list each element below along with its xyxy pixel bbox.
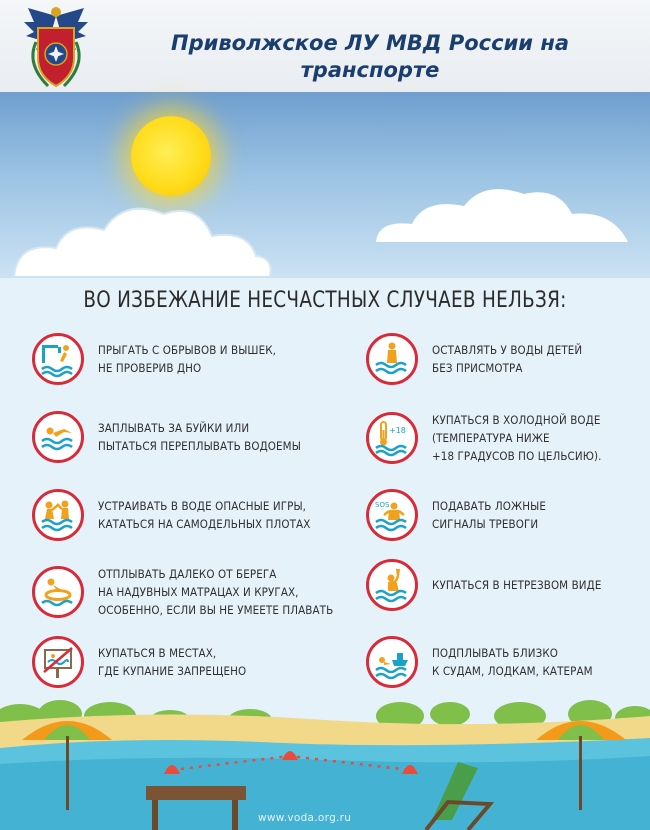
thermometer-badge-text: +18 <box>389 426 406 435</box>
rule-item <box>366 489 546 541</box>
rule-text: КУПАТЬСЯ В НЕТРЕЗВОМ ВИДЕ <box>432 578 602 592</box>
swimmer-icon <box>32 411 84 463</box>
no-swimming-sign-icon <box>32 636 84 688</box>
cloud-right-icon <box>372 180 634 244</box>
header <box>0 0 650 92</box>
rule-item <box>366 333 582 385</box>
rule-item <box>32 411 301 463</box>
main-title: ВО ИЗБЕЖАНИЕ НЕСЧАСТНЫХ СЛУЧАЕВ НЕЛЬЗЯ: <box>83 288 567 313</box>
sky-illustration <box>0 92 650 278</box>
organization-title: Приволжское ЛУ МВД России на транспорте <box>171 31 569 82</box>
diving-icon <box>32 333 84 385</box>
inflatable-ring-icon <box>32 566 84 618</box>
rule-text: ОСТАВЛЯТЬ У ВОДЫ ДЕТЕЙ БЕЗ ПРИСМОТРА <box>432 343 583 375</box>
rule-text: ПРЫГАТЬ С ОБРЫВОВ И ВЫШЕК, НЕ ПРОВЕРИВ ДНО <box>98 343 277 375</box>
rule-item <box>32 565 333 619</box>
rule-text: ОТПЛЫВАТЬ ДАЛЕКО ОТ БЕРЕГА НА НАДУВНЫХ МАТРАЦАХ И КРУГАХ, ОСОБЕННО, ЕСЛИ ВЫ НЕ УМЕЕТЕ ПЛАВАТЬ <box>98 567 334 617</box>
cloud-left-icon <box>8 192 278 278</box>
sos-badge-text: SOS <box>375 501 390 509</box>
rule-item <box>32 333 276 385</box>
ship-swimmer-icon <box>366 636 418 688</box>
rule-item <box>366 636 593 688</box>
drunk-swimmer-icon <box>366 559 418 611</box>
rule-text: КУПАТЬСЯ В МЕСТАХ, ГДЕ КУПАНИЕ ЗАПРЕЩЕНО <box>98 646 247 678</box>
mvd-emblem-icon <box>18 2 94 92</box>
rule-text: УСТРАИВАТЬ В ВОДЕ ОПАСНЫЕ ИГРЫ, КАТАТЬСЯ НА САМОДЕЛЬНЫХ ПЛОТАХ <box>98 499 311 531</box>
beach-illustration <box>0 690 650 830</box>
child-in-water-icon <box>366 333 418 385</box>
playing-in-water-icon <box>32 489 84 541</box>
watermark: www.voda.org.ru <box>258 812 352 824</box>
thermometer-icon <box>366 412 418 464</box>
rule-item <box>32 489 310 541</box>
rule-item <box>32 636 246 688</box>
sos-swimmer-icon <box>366 489 418 541</box>
sun-icon <box>131 116 211 196</box>
rule-item <box>366 559 601 611</box>
rule-text: КУПАТЬСЯ В ХОЛОДНОЙ ВОДЕ (ТЕМПЕРАТУРА НИЖЕ +18 ГРАДУСОВ ПО ЦЕЛЬСИЮ). <box>432 413 602 463</box>
rule-item <box>366 411 602 465</box>
rule-text: ЗАПЛЫВАТЬ ЗА БУЙКИ ИЛИ ПЫТАТЬСЯ ПЕРЕПЛЫВАТЬ ВОДОЕМЫ <box>98 421 301 453</box>
rule-text: ПОДПЛЫВАТЬ БЛИЗКО К СУДАМ, ЛОДКАМ, КАТЕРАМ <box>432 646 593 678</box>
rule-text: ПОДАВАТЬ ЛОЖНЫЕ СИГНАЛЫ ТРЕВОГИ <box>432 499 546 531</box>
